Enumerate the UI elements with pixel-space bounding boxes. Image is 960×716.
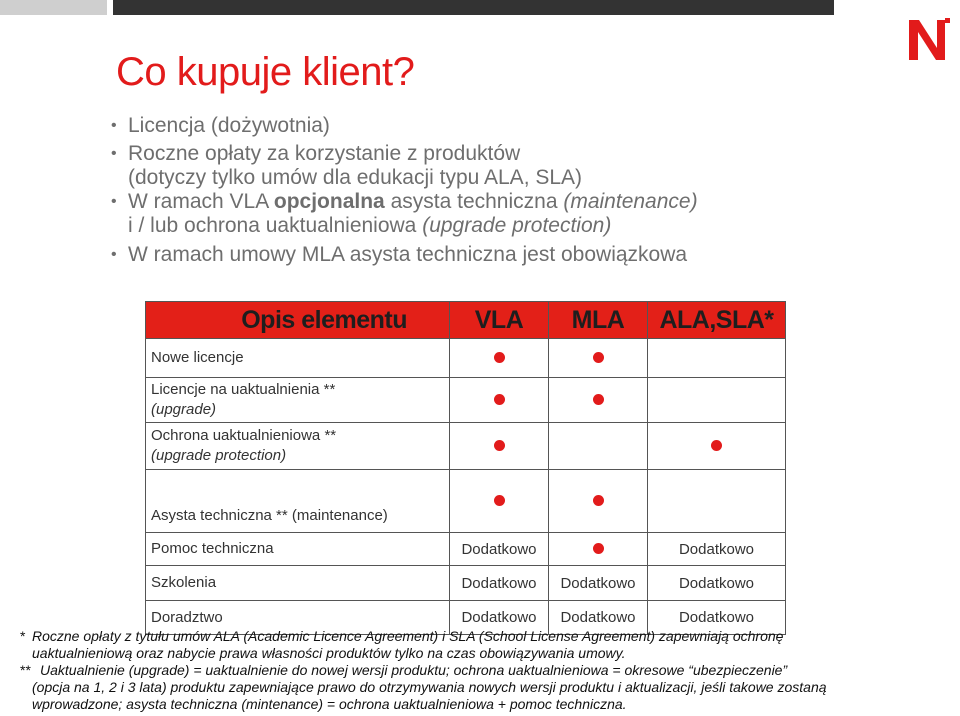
cell-vla: Dodatkowo xyxy=(450,533,549,566)
row-label: Szkolenia xyxy=(146,566,450,601)
cell-vla xyxy=(450,378,549,423)
footnote-marker: ** xyxy=(20,662,31,678)
header-cell-ala-sla: ALA,SLA* xyxy=(648,302,786,339)
included-dot-icon xyxy=(593,495,604,506)
bullet-text: Licencja (dożywotnia) xyxy=(128,114,330,137)
cell-mla: Dodatkowo xyxy=(549,566,648,601)
bullet-item xyxy=(111,243,698,267)
row-label: Pomoc techniczna xyxy=(146,533,450,566)
cell-ala-sla xyxy=(648,423,786,470)
row-label-italic: (upgrade protection) xyxy=(151,447,287,464)
bullet-strong: opcjonalna xyxy=(273,190,385,213)
table-row xyxy=(146,533,786,566)
cell-vla xyxy=(450,339,549,378)
row-label xyxy=(146,470,450,533)
header-cell-vla: VLA xyxy=(450,302,549,339)
cell-mla xyxy=(549,378,648,423)
cell-mla xyxy=(549,533,648,566)
included-dot-icon xyxy=(494,352,505,363)
row-label-text: Nowe licencje xyxy=(151,349,244,366)
bullet-text: W ramach umowy MLA asysta techniczna jest obowiązkowa xyxy=(128,243,688,266)
comparison-table xyxy=(145,301,786,635)
cell-ala-sla xyxy=(648,378,786,423)
bullet-italic-line2: (upgrade protection) xyxy=(422,214,612,237)
cell-mla xyxy=(549,339,648,378)
table-header-row xyxy=(146,302,786,339)
cell-ala-sla xyxy=(648,339,786,378)
row-label xyxy=(146,423,450,470)
included-dot-icon xyxy=(494,495,505,506)
header-cell-description: Opis elementu xyxy=(146,302,450,339)
cell-ala-sla: Dodatkowo xyxy=(648,533,786,566)
bullet-text: asysta techniczna xyxy=(384,190,564,213)
row-label xyxy=(146,378,450,423)
bullet-item xyxy=(111,190,698,238)
cell-mla: Dodatkowo xyxy=(549,601,648,635)
row-label: Doradztwo xyxy=(146,601,450,635)
header-bar-left xyxy=(0,0,107,15)
row-label-text: Ochrona uaktualnieniowa ** xyxy=(151,427,337,444)
included-dot-icon xyxy=(494,394,505,405)
header-bar xyxy=(113,0,834,15)
bullet-text-line2: (dotyczy tylko umów dla edukacji typu ALA, SLA) xyxy=(128,166,583,189)
brand-logo-icon xyxy=(905,14,951,66)
cell-vla xyxy=(450,423,549,470)
header-cell-mla: MLA xyxy=(549,302,648,339)
included-dot-icon xyxy=(494,440,505,451)
footnote-text: wprowadzone; asysta techniczna (mintenance) = ochrona uaktualnieniowa + pomoc techniczna. xyxy=(32,696,627,712)
cell-vla xyxy=(450,470,549,533)
footnote-marker: * xyxy=(20,628,26,644)
bullet-italic: (maintenance) xyxy=(563,190,698,213)
table-row xyxy=(146,378,786,423)
bullet-text: Roczne opłaty za korzystanie z produktów xyxy=(128,142,521,165)
bullet-text: W ramach VLA xyxy=(128,190,274,213)
cell-vla: Dodatkowo xyxy=(450,566,549,601)
row-label-italic: (upgrade) xyxy=(151,401,217,418)
row-label-text: Asysta techniczna ** (maintenance) xyxy=(151,507,388,524)
bullet-item xyxy=(111,114,698,138)
table-row xyxy=(146,566,786,601)
cell-ala-sla xyxy=(648,470,786,533)
footnote-text: (opcja na 1, 2 i 3 lata) produktu zapewniające prawo do otrzymywania nowych wersji produktu i aktualizacji, jeśli takowe zostaną xyxy=(32,679,827,695)
footnote xyxy=(20,662,955,713)
cell-mla xyxy=(549,423,648,470)
bullet-text-line2: i / lub ochrona uaktualnieniowa xyxy=(128,214,423,237)
table-row xyxy=(146,423,786,470)
cell-vla: Dodatkowo xyxy=(450,601,549,635)
included-dot-icon xyxy=(593,543,604,554)
bullet-item xyxy=(111,142,698,190)
cell-ala-sla: Dodatkowo xyxy=(648,566,786,601)
footnote-text: Uaktualnienie (upgrade) = uaktualnienie do nowej wersji produktu; ochrona uaktualnieniowa = okresowe “ubezpieczenie” xyxy=(40,662,788,678)
slide-title: Co kupuje klient? xyxy=(116,50,415,94)
cell-ala-sla: Dodatkowo xyxy=(648,601,786,635)
table-row xyxy=(146,470,786,533)
included-dot-icon xyxy=(593,394,604,405)
footnote xyxy=(20,628,955,662)
table-row xyxy=(146,339,786,378)
footnote-text: Roczne opłaty z tytułu umów ALA (Academic Licence Agreement) i SLA (School License Agreement) zapewniają ochronę xyxy=(32,628,784,644)
bullet-list xyxy=(111,114,698,267)
included-dot-icon xyxy=(711,440,722,451)
included-dot-icon xyxy=(593,352,604,363)
row-label-text: Licencje na uaktualnienia ** xyxy=(151,381,336,398)
footnotes xyxy=(20,628,955,713)
cell-mla xyxy=(549,470,648,533)
footnote-text: uaktualnieniową oraz nabycie prawa własności produktów tylko na czas obowiązywania umowy. xyxy=(32,645,626,661)
row-label xyxy=(146,339,450,378)
